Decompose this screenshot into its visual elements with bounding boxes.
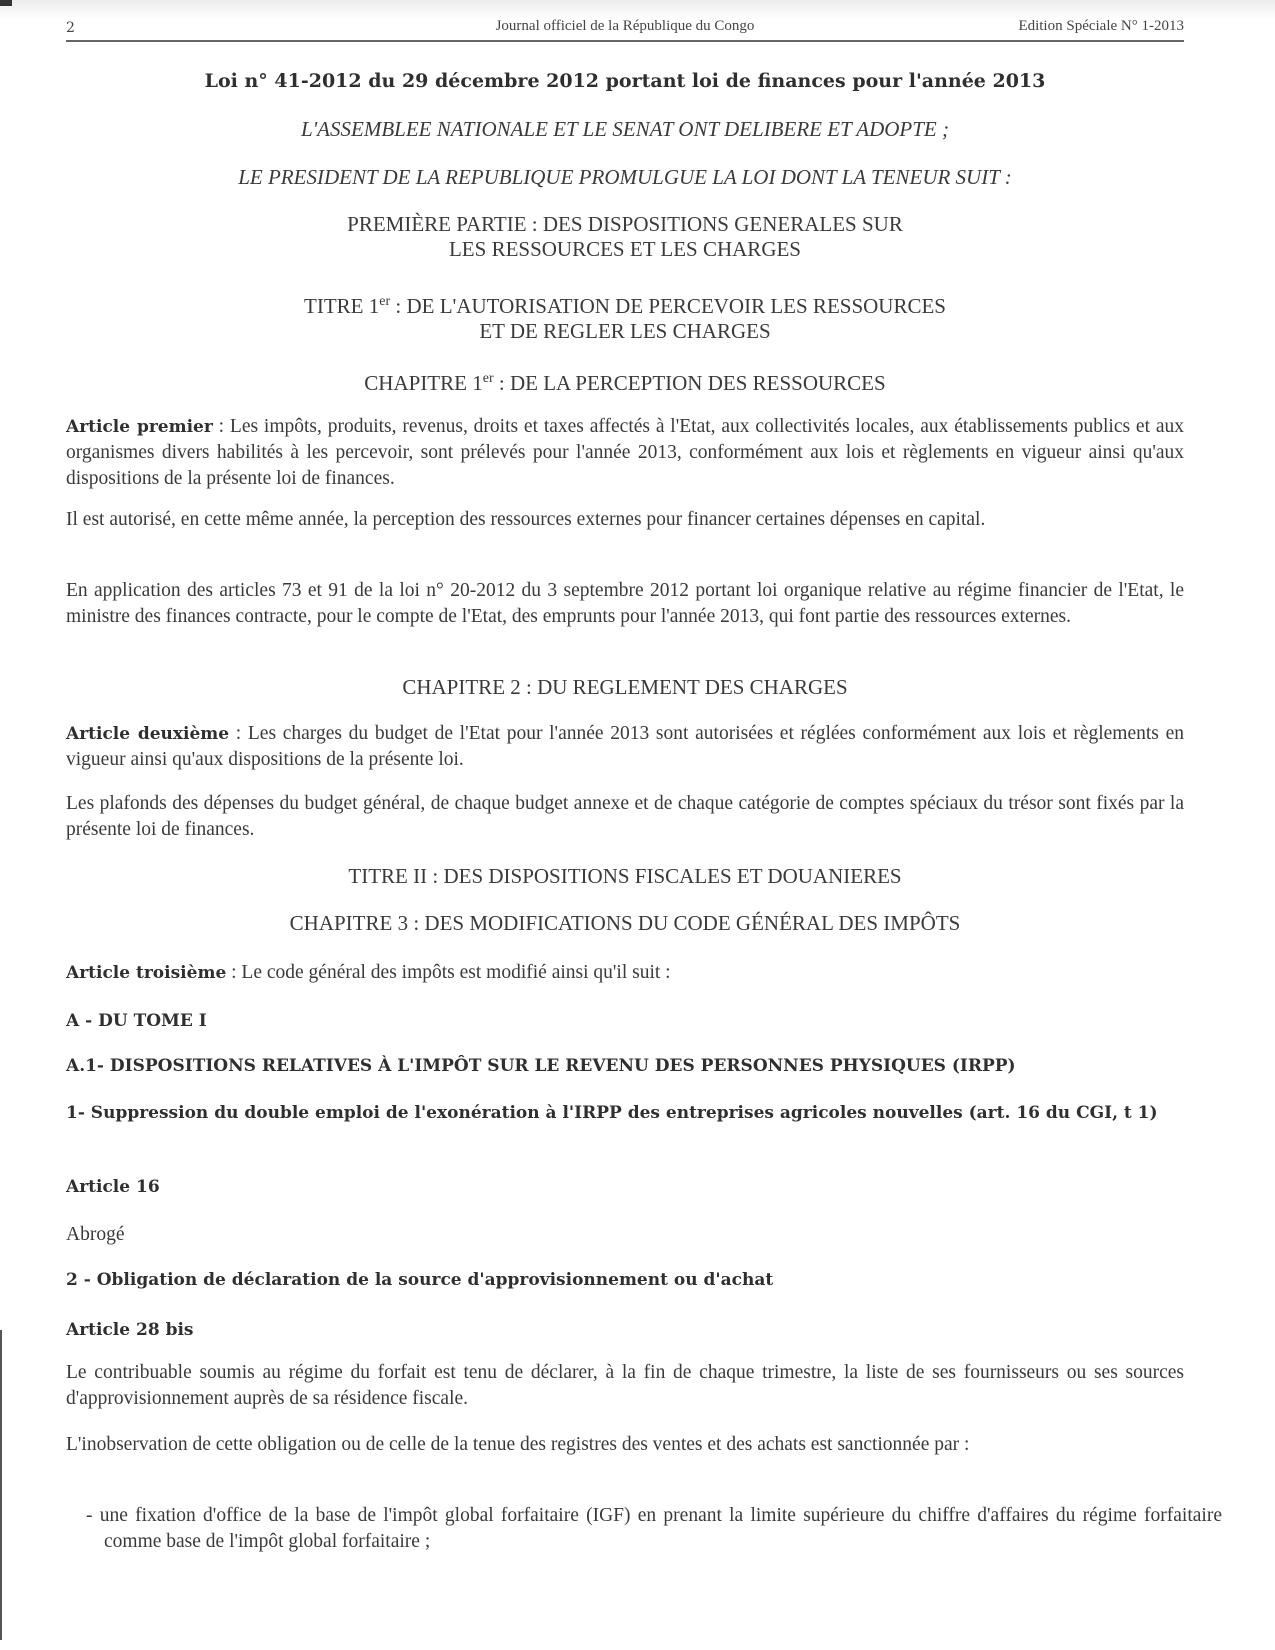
- premiere-partie-line-2: LES RESSOURCES ET LES CHARGES: [448, 237, 801, 261]
- chapitre-3-heading: CHAPITRE 3 : DES MODIFICATIONS DU CODE GÉNÉRAL DES IMPÔTS: [289, 911, 961, 935]
- paragraph-autorise: Il est autorisé, en cette même année, la perception des ressources externes pour financer certaines dépenses en capital.: [66, 509, 986, 530]
- tome-1-heading: A - DU TOME I: [66, 1011, 207, 1031]
- paragraph-contribuable: Le contribuable soumis au régime du forfait est tenu de déclarer, à la fin de chaque trimestre, la liste de ses fournisseurs ou ses sources d'approvisionnement auprès de sa résidence fiscale.: [66, 1362, 1184, 1409]
- chapitre-1-text: : DE LA PERCEPTION DES RESSOURCES: [493, 371, 886, 395]
- item-1-heading: 1- Suppression du double emploi de l'exonération à l'IRPP des entreprises agricoles nouvelles (art. 16 du CGI, t 1): [66, 1103, 1158, 1123]
- chapitre-1-prefix: CHAPITRE 1: [364, 371, 483, 395]
- preamble-line-2: LE PRESIDENT DE LA REPUBLIQUE PROMULGUE LA LOI DONT LA TENEUR SUIT :: [238, 165, 1012, 189]
- paragraph-inobservation: L'inobservation de cette obligation ou de celle de la tenue des registres des ventes et des achats est sanctionnée par :: [66, 1434, 970, 1455]
- titre-1-line-2: ET DE REGLER LES CHARGES: [479, 319, 771, 343]
- scan-left-edge: [0, 1330, 2, 1640]
- article-28-bis-heading: Article 28 bis: [66, 1320, 194, 1340]
- article-16-heading: Article 16: [66, 1177, 160, 1197]
- header-rule: [66, 40, 1184, 42]
- paragraph-application: En application des articles 73 et 91 de la loi n° 20-2012 du 3 septembre 2012 portant loi organique relative au régime financier de l'Etat, le ministre des finances contracte, pour le compte de l'Etat, des emprunts pour l'année 2013, qui font partie des ressources externes.: [66, 580, 1184, 627]
- scan-corner-mark: [0, 0, 12, 6]
- section-a1-heading: A.1- DISPOSITIONS RELATIVES À L'IMPÔT SUR LE REVENU DES PERSONNES PHYSIQUES (IRPP): [66, 1056, 1016, 1076]
- page-number: 2: [66, 20, 75, 36]
- article-premier-label: Article premier: [66, 417, 213, 437]
- article-troisieme: [66, 960, 1184, 986]
- article-troisieme-label: Article troisième: [66, 963, 227, 983]
- chapitre-1-sup: er: [482, 371, 494, 386]
- paragraph-plafonds: Les plafonds des dépenses du budget général, de chaque budget annexe et de chaque catégorie de comptes spéciaux du trésor sont fixés par la présente loi de finances.: [66, 793, 1184, 840]
- bullet-item-1: - une fixation d'office de la base de l'impôt global forfaitaire (IGF) en prenant la limite supérieure du chiffre d'affaires du régime forfaitaire comme base de l'impôt global forfaitaire ;: [86, 1505, 1222, 1552]
- titre-1-prefix: TITRE 1: [304, 294, 380, 318]
- edition-label: Edition Spéciale N° 1-2013: [1018, 18, 1184, 34]
- article-deuxieme-text: : Les charges du budget de l'Etat pour l'année 2013 sont autorisées et réglées conformément aux lois et règlements en vigueur ainsi qu'aux dispositions de la présente loi.: [66, 723, 1184, 770]
- premiere-partie-heading: [66, 212, 1184, 262]
- journal-title: Journal officiel de la République du Congo: [495, 18, 755, 34]
- chapitre-1-heading: [66, 366, 1184, 396]
- article-deuxieme: [66, 721, 1184, 773]
- article-16-abroge: Abrogé: [66, 1224, 125, 1245]
- item-2-heading: 2 - Obligation de déclaration de la source d'approvisionnement ou d'achat: [66, 1270, 774, 1290]
- running-header: [66, 16, 1184, 40]
- titre-1-heading: [66, 289, 1184, 344]
- article-premier: [66, 414, 1184, 492]
- titre-1-sup: er: [379, 294, 391, 309]
- premiere-partie-line-1: PREMIÈRE PARTIE : DES DISPOSITIONS GENERALES SUR: [347, 212, 903, 236]
- article-troisieme-text: : Le code général des impôts est modifié ainsi qu'il suit :: [226, 962, 671, 983]
- titre-1-line-1: : DE L'AUTORISATION DE PERCEVOIR LES RESSOURCES: [390, 294, 946, 318]
- preamble-line-1: L'ASSEMBLEE NATIONALE ET LE SENAT ONT DELIBERE ET ADOPTE ;: [301, 117, 949, 141]
- article-deuxieme-label: Article deuxième: [66, 724, 230, 744]
- article-premier-text: : Les impôts, produits, revenus, droits et taxes affectés à l'Etat, aux collectivités locales, aux établissements publics et aux organismes divers habilités à les percevoir, sont prélevés pour l'année 2013, conformément aux lois et règlements en vigueur ainsi qu'aux dispositions de la présente loi de finances.: [66, 416, 1184, 489]
- law-title: Loi n° 41-2012 du 29 décembre 2012 portant loi de finances pour l'année 2013: [204, 70, 1046, 92]
- titre-2-heading: TITRE II : DES DISPOSITIONS FISCALES ET DOUANIERES: [348, 864, 902, 888]
- chapitre-2-heading: CHAPITRE 2 : DU REGLEMENT DES CHARGES: [402, 675, 848, 699]
